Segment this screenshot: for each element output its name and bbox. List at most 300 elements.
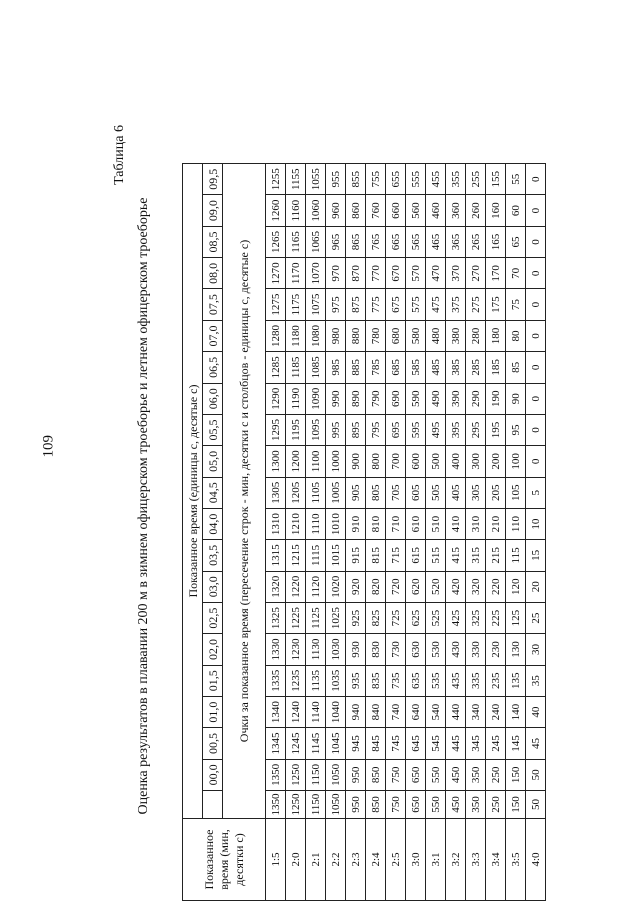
row-label: 3:5 xyxy=(506,819,526,901)
points-cell: 500 xyxy=(426,446,446,477)
points-cell: 1055 xyxy=(306,164,326,195)
points-cell: 790 xyxy=(366,383,386,414)
points-cell: 1220 xyxy=(286,571,306,602)
points-cell: 705 xyxy=(386,477,406,508)
column-header: 05,5 xyxy=(203,414,223,445)
points-cell: 1005 xyxy=(326,477,346,508)
row-label: 2:0 xyxy=(286,819,306,901)
points-cell: 835 xyxy=(366,665,386,696)
points-cell: 690 xyxy=(386,383,406,414)
points-cell: 155 xyxy=(486,164,506,195)
column-header: 00,5 xyxy=(203,728,223,759)
points-cell: 180 xyxy=(486,320,506,351)
points-cell: 280 xyxy=(466,320,486,351)
column-header: 06,0 xyxy=(203,383,223,414)
points-cell: 1045 xyxy=(326,728,346,759)
points-cell: 1080 xyxy=(306,320,326,351)
points-cell: 175 xyxy=(486,289,506,320)
points-cell: 1255 xyxy=(266,164,286,195)
points-cell: 1205 xyxy=(286,477,306,508)
points-cell: 235 xyxy=(486,665,506,696)
points-cell: 1200 xyxy=(286,446,306,477)
points-cell: 755 xyxy=(366,164,386,195)
points-cell: 660 xyxy=(386,195,406,226)
points-cell: 215 xyxy=(486,540,506,571)
points-cell: 575 xyxy=(406,289,426,320)
points-cell: 265 xyxy=(466,226,486,257)
points-cell: 95 xyxy=(506,414,526,445)
column-header: 07,0 xyxy=(203,320,223,351)
points-cell: 685 xyxy=(386,352,406,383)
points-cell: 615 xyxy=(406,540,426,571)
points-cell: 875 xyxy=(346,289,366,320)
points-cell: 365 xyxy=(446,226,466,257)
points-cell: 600 xyxy=(406,446,426,477)
table-row xyxy=(466,164,486,901)
points-cell: 395 xyxy=(446,414,466,445)
points-cell: 1335 xyxy=(266,665,286,696)
points-cell: 210 xyxy=(486,508,506,539)
points-cell: 0 xyxy=(526,226,546,257)
points-cell: 400 xyxy=(446,446,466,477)
points-cell: 90 xyxy=(506,383,526,414)
points-cell: 1345 xyxy=(266,728,286,759)
points-cell: 0 xyxy=(526,414,546,445)
row-base-points: 1050 xyxy=(326,791,346,819)
points-cell: 1270 xyxy=(266,258,286,289)
points-cell: 775 xyxy=(366,289,386,320)
table-row xyxy=(326,164,346,901)
points-cell: 1315 xyxy=(266,540,286,571)
points-cell: 710 xyxy=(386,508,406,539)
points-cell: 40 xyxy=(526,696,546,727)
points-cell: 30 xyxy=(526,634,546,665)
column-header: 02,5 xyxy=(203,602,223,633)
points-cell: 450 xyxy=(446,759,466,790)
points-cell: 565 xyxy=(406,226,426,257)
points-cell: 865 xyxy=(346,226,366,257)
row-label: 4:0 xyxy=(526,819,546,901)
points-cell: 1130 xyxy=(306,634,326,665)
points-cell: 1235 xyxy=(286,665,306,696)
points-cell: 995 xyxy=(326,414,346,445)
points-cell: 185 xyxy=(486,352,506,383)
points-cell: 910 xyxy=(346,508,366,539)
points-cell: 810 xyxy=(366,508,386,539)
points-cell: 745 xyxy=(386,728,406,759)
row-label: 3:0 xyxy=(406,819,426,901)
points-cell: 750 xyxy=(386,759,406,790)
points-cell: 335 xyxy=(466,665,486,696)
row-base-points: 750 xyxy=(386,791,406,819)
points-header: Очки за показанное время (пересечение строк - мин, десятки с и столбцов - единицы с, десятые с) xyxy=(223,164,266,819)
points-cell: 60 xyxy=(506,195,526,226)
points-cell: 585 xyxy=(406,352,426,383)
shown-time-header: Показанное время (единицы с, десятые с) xyxy=(183,164,203,819)
row-base-points: 850 xyxy=(366,791,386,819)
points-cell: 165 xyxy=(486,226,506,257)
points-cell: 1120 xyxy=(306,571,326,602)
points-cell: 845 xyxy=(366,728,386,759)
rotated-page-content xyxy=(108,111,618,901)
points-cell: 15 xyxy=(526,540,546,571)
points-cell: 880 xyxy=(346,320,366,351)
points-cell: 120 xyxy=(506,571,526,602)
points-cell: 405 xyxy=(446,477,466,508)
points-cell: 1020 xyxy=(326,571,346,602)
points-cell: 945 xyxy=(346,728,366,759)
points-cell: 1140 xyxy=(306,696,326,727)
points-cell: 0 xyxy=(526,320,546,351)
row-base-points: 1250 xyxy=(286,791,306,819)
points-cell: 490 xyxy=(426,383,446,414)
column-header: 06,5 xyxy=(203,352,223,383)
points-cell: 935 xyxy=(346,665,366,696)
points-cell: 1265 xyxy=(266,226,286,257)
points-cell: 885 xyxy=(346,352,366,383)
points-cell: 1300 xyxy=(266,446,286,477)
points-cell: 1195 xyxy=(286,414,306,445)
points-cell: 1010 xyxy=(326,508,346,539)
points-cell: 715 xyxy=(386,540,406,571)
column-header: 04,0 xyxy=(203,508,223,539)
points-cell: 905 xyxy=(346,477,366,508)
row-base-points: 450 xyxy=(446,791,466,819)
points-cell: 160 xyxy=(486,195,506,226)
row-base-points: 1150 xyxy=(306,791,326,819)
points-cell: 860 xyxy=(346,195,366,226)
points-cell: 1025 xyxy=(326,602,346,633)
table-row xyxy=(386,164,406,901)
row-label: 2:4 xyxy=(366,819,386,901)
points-cell: 1040 xyxy=(326,696,346,727)
points-cell: 1330 xyxy=(266,634,286,665)
points-cell: 970 xyxy=(326,258,346,289)
points-cell: 630 xyxy=(406,634,426,665)
points-cell: 190 xyxy=(486,383,506,414)
points-cell: 1185 xyxy=(286,352,306,383)
points-cell: 1210 xyxy=(286,508,306,539)
points-cell: 390 xyxy=(446,383,466,414)
points-cell: 225 xyxy=(486,602,506,633)
page-number: 109 xyxy=(40,435,57,458)
points-cell: 125 xyxy=(506,602,526,633)
points-cell: 415 xyxy=(446,540,466,571)
column-header: 09,0 xyxy=(203,195,223,226)
points-cell: 480 xyxy=(426,320,446,351)
points-cell: 470 xyxy=(426,258,446,289)
points-cell: 955 xyxy=(326,164,346,195)
points-cell: 1050 xyxy=(326,759,346,790)
points-cell: 375 xyxy=(446,289,466,320)
points-cell: 485 xyxy=(426,352,446,383)
points-cell: 1100 xyxy=(306,446,326,477)
points-cell: 540 xyxy=(426,696,446,727)
points-cell: 620 xyxy=(406,571,426,602)
row-base-points: 50 xyxy=(526,791,546,819)
points-cell: 930 xyxy=(346,634,366,665)
points-cell: 290 xyxy=(466,383,486,414)
points-cell: 275 xyxy=(466,289,486,320)
points-cell: 1275 xyxy=(266,289,286,320)
points-cell: 670 xyxy=(386,258,406,289)
points-cell: 35 xyxy=(526,665,546,696)
points-cell: 105 xyxy=(506,477,526,508)
points-cell: 0 xyxy=(526,289,546,320)
points-cell: 1190 xyxy=(286,383,306,414)
points-cell: 530 xyxy=(426,634,446,665)
points-cell: 420 xyxy=(446,571,466,602)
points-cell: 560 xyxy=(406,195,426,226)
points-cell: 240 xyxy=(486,696,506,727)
points-cell: 135 xyxy=(506,665,526,696)
points-cell: 870 xyxy=(346,258,366,289)
points-cell: 590 xyxy=(406,383,426,414)
points-cell: 55 xyxy=(506,164,526,195)
points-cell: 765 xyxy=(366,226,386,257)
points-cell: 475 xyxy=(426,289,446,320)
points-cell: 900 xyxy=(346,446,366,477)
row-base-points: 150 xyxy=(506,791,526,819)
points-cell: 610 xyxy=(406,508,426,539)
points-cell: 1035 xyxy=(326,665,346,696)
corner-header: Показанное время (мин, десятки с) xyxy=(183,819,266,901)
points-cell: 805 xyxy=(366,477,386,508)
points-cell: 1285 xyxy=(266,352,286,383)
points-cell: 0 xyxy=(526,195,546,226)
points-cell: 770 xyxy=(366,258,386,289)
row-label: 1:5 xyxy=(266,819,286,901)
row-base-points: 550 xyxy=(426,791,446,819)
points-cell: 1165 xyxy=(286,226,306,257)
points-cell: 515 xyxy=(426,540,446,571)
points-cell: 20 xyxy=(526,571,546,602)
points-cell: 295 xyxy=(466,414,486,445)
points-cell: 0 xyxy=(526,352,546,383)
points-cell: 315 xyxy=(466,540,486,571)
points-cell: 740 xyxy=(386,696,406,727)
points-cell: 965 xyxy=(326,226,346,257)
points-cell: 780 xyxy=(366,320,386,351)
column-header: 03,0 xyxy=(203,571,223,602)
points-cell: 980 xyxy=(326,320,346,351)
row-base-points: 350 xyxy=(466,791,486,819)
points-cell: 605 xyxy=(406,477,426,508)
points-cell: 330 xyxy=(466,634,486,665)
table-row xyxy=(286,164,306,901)
points-cell: 855 xyxy=(346,164,366,195)
points-cell: 1240 xyxy=(286,696,306,727)
points-cell: 0 xyxy=(526,258,546,289)
points-cell: 80 xyxy=(506,320,526,351)
points-cell: 925 xyxy=(346,602,366,633)
points-cell: 300 xyxy=(466,446,486,477)
points-cell: 5 xyxy=(526,477,546,508)
points-cell: 1095 xyxy=(306,414,326,445)
points-cell: 140 xyxy=(506,696,526,727)
points-cell: 350 xyxy=(466,759,486,790)
points-cell: 145 xyxy=(506,728,526,759)
column-header: 00,0 xyxy=(203,759,223,790)
blank-header-cell xyxy=(203,791,223,819)
points-cell: 1280 xyxy=(266,320,286,351)
points-cell: 725 xyxy=(386,602,406,633)
points-cell: 505 xyxy=(426,477,446,508)
points-cell: 700 xyxy=(386,446,406,477)
points-cell: 735 xyxy=(386,665,406,696)
points-cell: 800 xyxy=(366,446,386,477)
points-cell: 1115 xyxy=(306,540,326,571)
points-cell: 1305 xyxy=(266,477,286,508)
points-cell: 595 xyxy=(406,414,426,445)
points-cell: 1155 xyxy=(286,164,306,195)
table-row xyxy=(506,164,526,901)
table-row xyxy=(446,164,466,901)
points-cell: 455 xyxy=(426,164,446,195)
points-cell: 115 xyxy=(506,540,526,571)
points-cell: 360 xyxy=(446,195,466,226)
table-row xyxy=(486,164,506,901)
points-cell: 430 xyxy=(446,634,466,665)
points-cell: 1225 xyxy=(286,602,306,633)
table-row xyxy=(266,164,286,901)
points-cell: 545 xyxy=(426,728,446,759)
points-cell: 1320 xyxy=(266,571,286,602)
points-cell: 70 xyxy=(506,258,526,289)
points-cell: 1110 xyxy=(306,508,326,539)
points-cell: 1215 xyxy=(286,540,306,571)
points-cell: 1160 xyxy=(286,195,306,226)
points-cell: 305 xyxy=(466,477,486,508)
points-cell: 990 xyxy=(326,383,346,414)
points-cell: 10 xyxy=(526,508,546,539)
points-cell: 940 xyxy=(346,696,366,727)
table-row xyxy=(346,164,366,901)
points-cell: 465 xyxy=(426,226,446,257)
row-label: 2:2 xyxy=(326,819,346,901)
table-row xyxy=(406,164,426,901)
points-cell: 1175 xyxy=(286,289,306,320)
points-cell: 650 xyxy=(406,759,426,790)
points-cell: 1090 xyxy=(306,383,326,414)
row-base-points: 1350 xyxy=(266,791,286,819)
points-cell: 1310 xyxy=(266,508,286,539)
points-cell: 1065 xyxy=(306,226,326,257)
points-cell: 1060 xyxy=(306,195,326,226)
column-header: 02,0 xyxy=(203,634,223,665)
points-cell: 695 xyxy=(386,414,406,445)
document-title: Оценка результатов в плавании 200 м в зимнем офицерском троеборье и летнем офицерском троеборье xyxy=(136,197,151,815)
points-cell: 720 xyxy=(386,571,406,602)
points-cell: 1295 xyxy=(266,414,286,445)
table-row xyxy=(426,164,446,901)
points-cell: 950 xyxy=(346,759,366,790)
points-cell: 325 xyxy=(466,602,486,633)
table-label: Таблица 6 xyxy=(112,125,127,185)
points-cell: 1180 xyxy=(286,320,306,351)
points-cell: 1030 xyxy=(326,634,346,665)
table-row xyxy=(366,164,386,901)
column-header: 01,0 xyxy=(203,696,223,727)
points-cell: 680 xyxy=(386,320,406,351)
points-cell: 1250 xyxy=(286,759,306,790)
points-cell: 730 xyxy=(386,634,406,665)
points-cell: 440 xyxy=(446,696,466,727)
points-cell: 45 xyxy=(526,728,546,759)
scoring-table xyxy=(182,163,546,901)
points-cell: 110 xyxy=(506,508,526,539)
points-cell: 895 xyxy=(346,414,366,445)
points-cell: 0 xyxy=(526,164,546,195)
points-cell: 445 xyxy=(446,728,466,759)
column-header: 01,5 xyxy=(203,665,223,696)
row-base-points: 950 xyxy=(346,791,366,819)
points-cell: 100 xyxy=(506,446,526,477)
points-cell: 535 xyxy=(426,665,446,696)
row-label: 3:3 xyxy=(466,819,486,901)
points-cell: 520 xyxy=(426,571,446,602)
points-cell: 320 xyxy=(466,571,486,602)
points-cell: 785 xyxy=(366,352,386,383)
points-cell: 460 xyxy=(426,195,446,226)
points-cell: 675 xyxy=(386,289,406,320)
points-cell: 525 xyxy=(426,602,446,633)
points-cell: 1230 xyxy=(286,634,306,665)
column-header: 03,5 xyxy=(203,540,223,571)
points-cell: 820 xyxy=(366,571,386,602)
points-cell: 645 xyxy=(406,728,426,759)
column-header: 04,5 xyxy=(203,477,223,508)
points-cell: 255 xyxy=(466,164,486,195)
points-cell: 1075 xyxy=(306,289,326,320)
points-cell: 310 xyxy=(466,508,486,539)
points-cell: 640 xyxy=(406,696,426,727)
points-cell: 230 xyxy=(486,634,506,665)
points-cell: 205 xyxy=(486,477,506,508)
points-cell: 285 xyxy=(466,352,486,383)
points-cell: 1135 xyxy=(306,665,326,696)
points-cell: 385 xyxy=(446,352,466,383)
points-cell: 50 xyxy=(526,759,546,790)
points-cell: 245 xyxy=(486,728,506,759)
points-cell: 985 xyxy=(326,352,346,383)
points-cell: 195 xyxy=(486,414,506,445)
column-header: 09,5 xyxy=(203,164,223,195)
points-cell: 975 xyxy=(326,289,346,320)
points-cell: 1150 xyxy=(306,759,326,790)
points-cell: 665 xyxy=(386,226,406,257)
row-label: 3:4 xyxy=(486,819,506,901)
points-cell: 1070 xyxy=(306,258,326,289)
points-cell: 0 xyxy=(526,446,546,477)
column-header: 07,5 xyxy=(203,289,223,320)
points-cell: 815 xyxy=(366,540,386,571)
points-cell: 760 xyxy=(366,195,386,226)
points-cell: 960 xyxy=(326,195,346,226)
points-cell: 410 xyxy=(446,508,466,539)
points-cell: 495 xyxy=(426,414,446,445)
points-cell: 1260 xyxy=(266,195,286,226)
points-cell: 170 xyxy=(486,258,506,289)
points-cell: 270 xyxy=(466,258,486,289)
row-base-points: 650 xyxy=(406,791,426,819)
points-cell: 840 xyxy=(366,696,386,727)
points-cell: 915 xyxy=(346,540,366,571)
table-row xyxy=(306,164,326,901)
points-cell: 1170 xyxy=(286,258,306,289)
points-cell: 0 xyxy=(526,383,546,414)
points-cell: 1105 xyxy=(306,477,326,508)
